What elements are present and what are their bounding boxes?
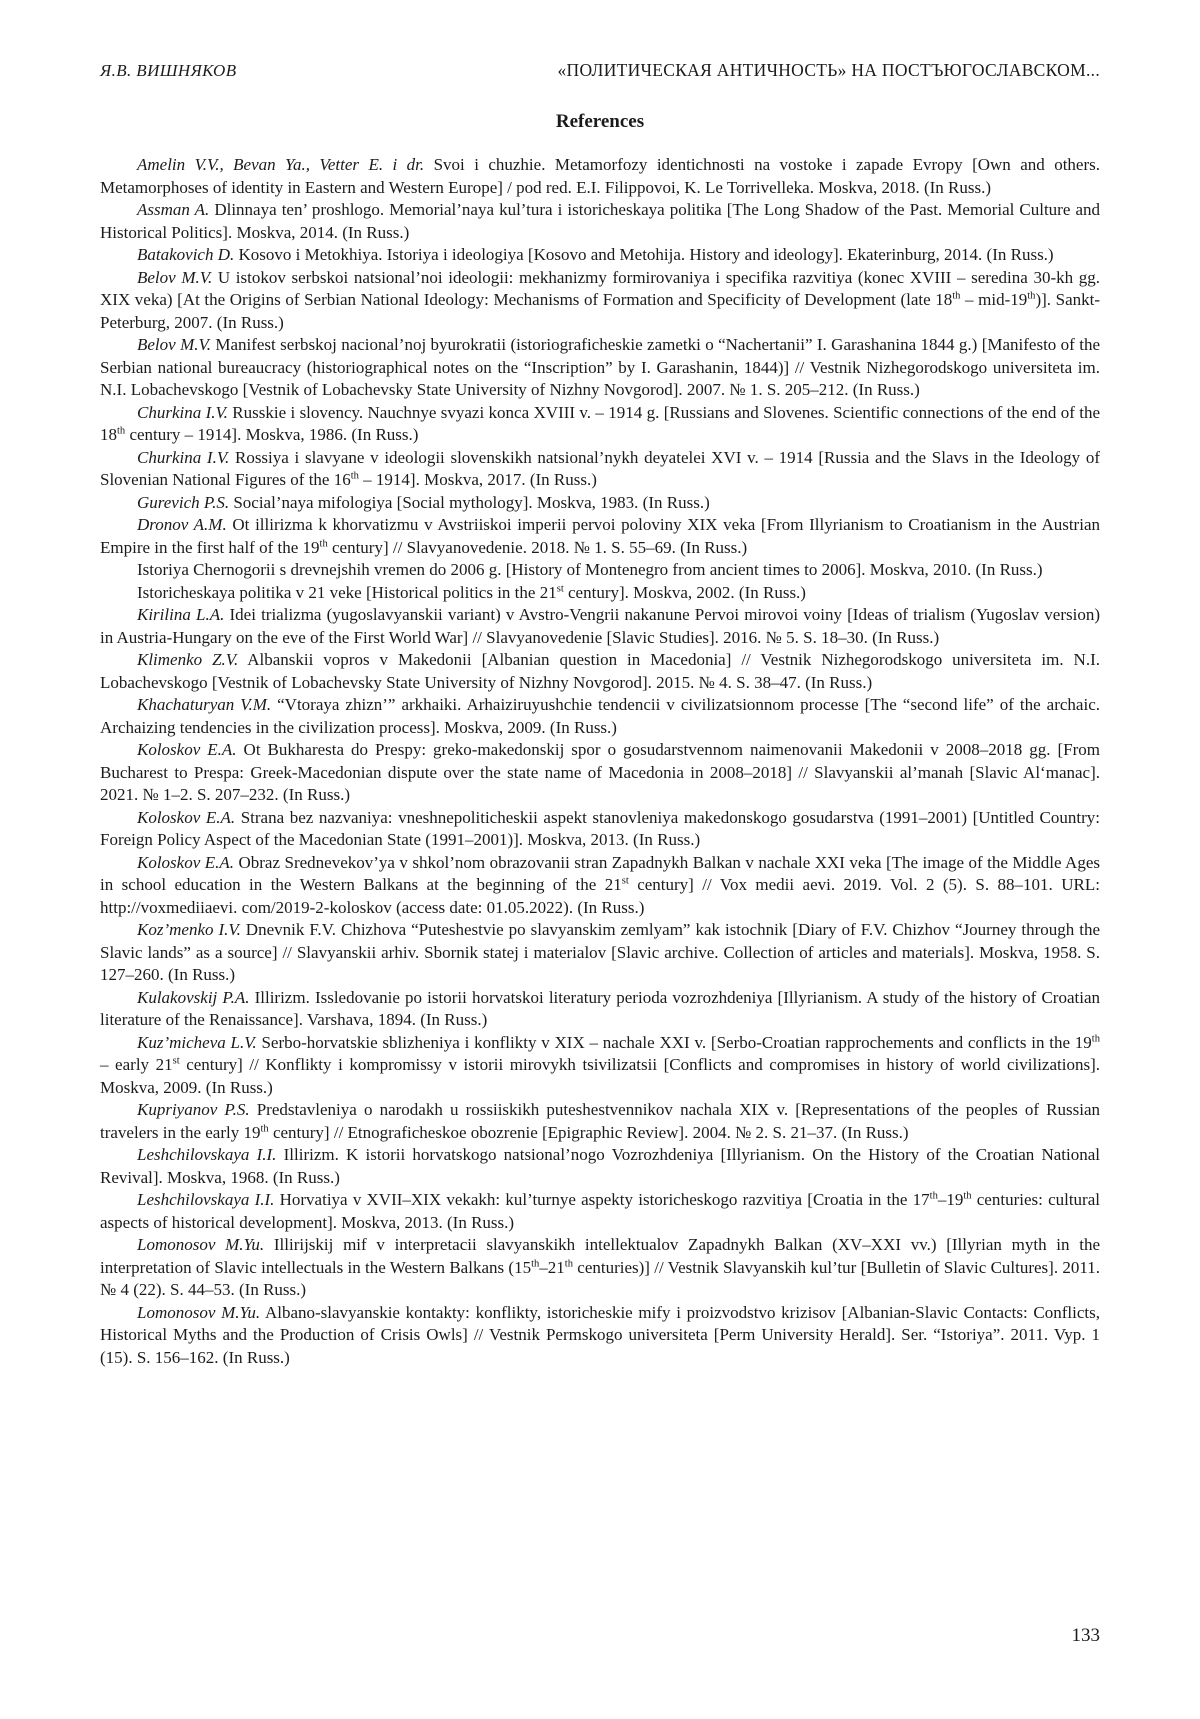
reference-entry: Khachaturyan V.M. “Vtoraya zhizn’” arkhaiki. Arhaiziruyushchie tendencii v civilizatsionnom processe [The “second life” of the archaic. Archaizing tendencies in the civilization process]. Moskva, 2009. (In Russ.)	[100, 695, 1100, 737]
running-head-author: Я.В. ВИШНЯКОВ	[100, 61, 237, 80]
reference-entry: Batakovich D. Kosovo i Metokhiya. Istoriya i ideologiya [Kosovo and Metohija. History and ideology]. Ekaterinburg, 2014. (In Russ.)	[137, 245, 1054, 264]
reference-entry: Istoricheskaya politika v 21 veke [Historical politics in the 21st century]. Moskva, 2002. (In Russ.)	[137, 582, 806, 602]
reference-entry: Kirilina L.A. Idei trializma (yugoslavyanskii variant) v Avstro-Vengrii nakanune Pervoi mirovoi voiny [Ideas of trialism (Yugoslav version) in Austria-Hungary on the eve of the First World War] // Slavyanovedenie [Slavic Studies]. 2016. № 5. S. 18–30. (In Russ.)	[100, 605, 1100, 647]
reference-entry: Churkina I.V. Rossiya i slavyane v ideologii slovenskikh natsional’nykh deyatelei XVI v. – 1914 [Russia and the Slavs in the Ideology of Slovenian National Figures of the 16th – 1914]. Moskva, 2017. (In Russ.)	[100, 447, 1100, 489]
references-list	[100, 154, 1100, 1369]
references-heading: References	[555, 111, 645, 132]
page-header	[100, 60, 1100, 81]
reference-entry: Assman A. Dlinnaya ten’ proshlogo. Memorial’naya kul’tura i istoricheskaya politika [The Long Shadow of the Past. Memorial Culture and Historical Politics]. Moskva, 2014. (In Russ.)	[100, 200, 1100, 242]
page-number: 133	[1071, 1625, 1100, 1646]
reference-entry: Dronov A.M. Ot illirizma k khorvatizmu v Avstriiskoi imperii pervoi poloviny XIX veka [From Illyrianism to Croatianism in the Austrian Empire in the first half of the 19th century] // Slavyanovedenie. 2018. № 1. S. 55–69. (In Russ.)	[100, 515, 1100, 557]
reference-entry: Belov M.V. U istokov serbskoi natsional’noi ideologii: mekhanizmy formirovaniya i specifika razvitiya (konec XVIII – seredina 30-kh gg. XIX veka) [At the Origins of Serbian National Ideology: Mechanisms of Formation and Specificity of Development (late 18th – mid-19th)]. Sankt-Peterburg, 2007. (In Russ.)	[100, 267, 1101, 332]
reference-entry: Koz’menko I.V. Dnevnik F.V. Chizhova “Puteshestvie po slavyanskim zemlyam” kak istochnik [Diary of F.V. Chizhov “Journey through the Slavic lands” as a source] // Slavyanskii arhiv. Sbornik statej i materialov [Slavic archive. Collection of articles and materials]. Moskva, 1958. S. 127–260. (In Russ.)	[100, 920, 1101, 984]
reference-entry: Istoriya Chernogorii s drevnejshih vremen do 2006 g. [History of Montenegro from ancient times to 2006]. Moskva, 2010. (In Russ.)	[137, 560, 1043, 579]
reference-entry: Koloskov E.A. Ot Bukharesta do Prespy: greko-makedonskij spor o gosudarstvennom naimenovanii Makedonii v 2008–2018 gg. [From Bucharest to Prespa: Greek-Macedonian dispute over the state name of Macedonia in 2008–2018] // Slavyanskii al’manah [Slavic Al‘manac]. 2021. № 1–2. S. 207–232. (In Russ.)	[100, 740, 1100, 804]
reference-entry: Leshchilovskaya I.I. Horvatiya v XVII–XIX vekakh: kul’turnye aspekty istoricheskogo razvitiya [Croatia in the 17th–19th centuries: cultural aspects of historical development]. Moskva, 2013. (In Russ.)	[100, 1190, 1100, 1232]
reference-entry: Klimenko Z.V. Albanskii vopros v Makedonii [Albanian question in Macedonia] // Vestnik Nizhegorodskogo universiteta im. N.I. Lobachevskogo [Vestnik of Lobachevsky State University of Nizhny Novgorod]. 2015. № 4. S. 38–47. (In Russ.)	[100, 650, 1100, 692]
reference-entry: Koloskov E.A. Strana bez nazvaniya: vneshnepoliticheskii aspekt stanovleniya makedonskogo gosudarstva (1991–2001) [Untitled Country: Foreign Policy Aspect of the Macedonian State (1991–2001)]. Moskva, 2013. (In Russ.)	[100, 807, 1100, 849]
reference-entry: Koloskov E.A. Obraz Srednevekov’ya v shkol’nom obrazovanii stran Zapadnykh Balkan v nachale XXI veka [The image of the Middle Ages in school education in the Western Balkans at the beginning of the 21st century] // Vox medii aevi. 2019. Vol. 2 (5). S. 88–101. URL: http://voxmediiaevi. com/2019-2-koloskov (access date: 01.05.2022). (In Russ.)	[100, 852, 1100, 917]
reference-entry: Gurevich P.S. Social’naya mifologiya [Social mythology]. Moskva, 1983. (In Russ.)	[137, 492, 710, 512]
running-head-title: «ПОЛИТИЧЕСКАЯ АНТИЧНОСТЬ» НА ПОСТЪЮГОСЛАВСКОМ...	[557, 60, 1100, 80]
reference-entry: Kupriyanov P.S. Predstavleniya o narodakh u rossiiskikh puteshestvennikov nachala XIX v. [Representations of the peoples of Russian travelers in the early 19th century] // Etnograficheskoe obozrenie [Epigraphic Review]. 2004. № 2. S. 21–37. (In Russ.)	[100, 1100, 1100, 1142]
reference-entry: Leshchilovskaya I.I. Illirizm. K istorii horvatskogo natsional’nogo Vozrozhdeniya [Illyrianism. On the History of the Croatian National Revival]. Moskva, 1968. (In Russ.)	[100, 1145, 1101, 1187]
reference-entry: Lomonosov M.Yu. Albano-slavyanskie kontakty: konflikty, istoricheskie mify i proizvodstvo krizisov [Albanian-Slavic Contacts: Conflicts, Historical Myths and the Production of Crisis Owls] // Vestnik Permskogo universiteta [Perm University Herald]. Ser. “Istoriya”. 2011. Vyp. 1 (15). S. 156–162. (In Russ.)	[100, 1302, 1100, 1367]
reference-entry: Churkina I.V. Russkie i slovency. Nauchnye svyazi konca XVIII v. – 1914 g. [Russians and Slovenes. Scientific connections of the end of the 18th century – 1914]. Moskva, 1986. (In Russ.)	[100, 402, 1100, 444]
reference-entry: Lomonosov M.Yu. Illirijskij mif v interpretacii slavyanskikh intellektualov Zapadnykh Balkan (XV–XXI vv.) [Illyrian myth in the interpretation of Slavic intellectuals in the Western Balkans (15th–21th centuries)] // Vestnik Slavyanskih kul’tur [Bulletin of Slavic Cultures]. 2011. № 4 (22). S. 44–53. (In Russ.)	[100, 1235, 1100, 1299]
reference-entry: Kuz’micheva L.V. Serbo-horvatskie sblizheniya i konflikty v XIX – nachale XXI v. [Serbo-Croatian rapprochements and conflicts in the 19th – early 21st century] // Konflikty i kompromissy v istorii mirovykh tsivilizatsii [Conflicts and compromises in history of world civilizations]. Moskva, 2009. (In Russ.)	[100, 1032, 1100, 1097]
reference-entry: Amelin V.V., Bevan Ya., Vetter E. i dr. Svoi i chuzhie. Metamorfozy identichnosti na vostoke i zapade Evropy [Own and others. Metamorphoses of identity in Eastern and Western Europe] / pod red. E.I. Filippovoi, K. Le Torrivelleka. Moskva, 2018. (In Russ.)	[100, 155, 1101, 197]
reference-entry: Belov M.V. Manifest serbskoj nacional’noj byurokratii (istoriograficheskie zametki o “Nachertanii” I. Garashanina 1844 g.) [Manifesto of the Serbian national bureaucracy (historiographical notes on the “Inscription” by I. Garashanin, 1844)] // Vestnik Nizhegorodskogo universiteta im. N.I. Lobachevskogo [Vestnik of Lobachevsky State University of Nizhny Novgorod]. 2007. № 1. S. 205–212. (In Russ.)	[100, 335, 1100, 399]
reference-entry: Kulakovskij P.A. Illirizm. Issledovanie po istorii horvatskoi literatury perioda vozrozhdeniya [Illyrianism. A study of the history of Croatian literature of the Renaissance]. Varshava, 1894. (In Russ.)	[100, 987, 1100, 1029]
